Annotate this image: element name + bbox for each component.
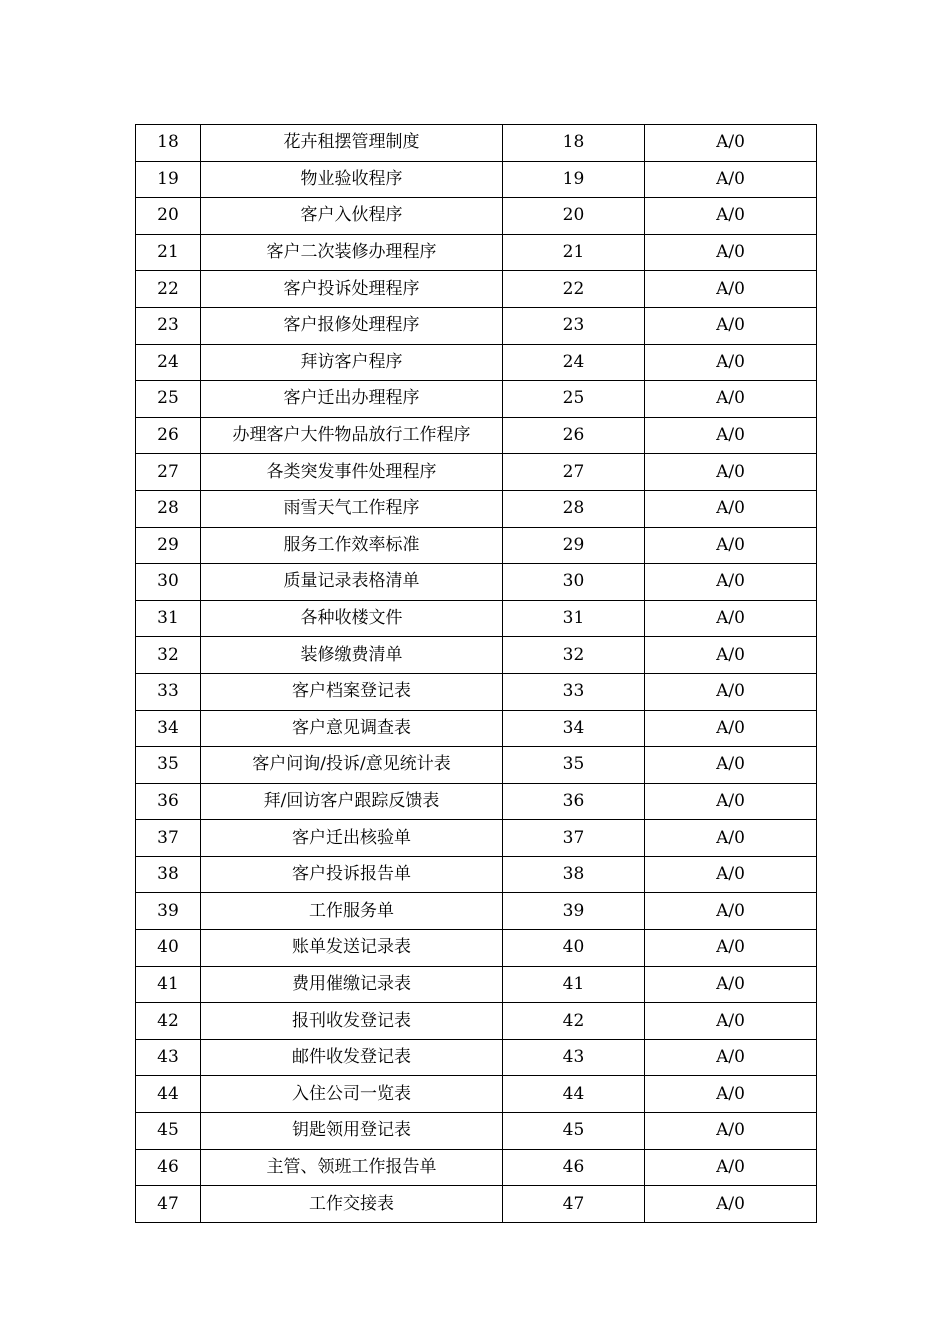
row-version-cell: A/0 (645, 673, 817, 710)
row-number-cell: 44 (503, 1076, 645, 1113)
row-version-cell: A/0 (645, 344, 817, 381)
table-row (136, 747, 817, 784)
row-name-cell: 客户意见调查表 (201, 710, 503, 747)
row-seq-cell: 34 (136, 710, 201, 747)
row-version-cell: A/0 (645, 161, 817, 198)
row-version-cell: A/0 (645, 600, 817, 637)
row-name-cell: 各种收楼文件 (201, 600, 503, 637)
table-row (136, 527, 817, 564)
row-version-cell: A/0 (645, 1039, 817, 1076)
row-number-cell: 27 (503, 454, 645, 491)
row-seq-cell: 23 (136, 307, 201, 344)
row-number-cell: 21 (503, 234, 645, 271)
row-name-cell: 邮件收发登记表 (201, 1039, 503, 1076)
row-seq-cell: 36 (136, 783, 201, 820)
row-number-cell: 40 (503, 930, 645, 967)
row-number-cell: 36 (503, 783, 645, 820)
row-seq-cell: 27 (136, 454, 201, 491)
row-number-cell: 43 (503, 1039, 645, 1076)
row-version-cell: A/0 (645, 930, 817, 967)
row-version-cell: A/0 (645, 271, 817, 308)
row-version-cell: A/0 (645, 417, 817, 454)
row-number-cell: 34 (503, 710, 645, 747)
row-seq-cell: 20 (136, 198, 201, 235)
row-version-cell: A/0 (645, 198, 817, 235)
row-version-cell: A/0 (645, 966, 817, 1003)
row-number-cell: 33 (503, 673, 645, 710)
row-seq-cell: 46 (136, 1149, 201, 1186)
row-seq-cell: 21 (136, 234, 201, 271)
row-number-cell: 47 (503, 1186, 645, 1223)
row-name-cell: 拜/回访客户跟踪反馈表 (201, 783, 503, 820)
row-version-cell: A/0 (645, 820, 817, 857)
row-version-cell: A/0 (645, 234, 817, 271)
table-row (136, 820, 817, 857)
row-seq-cell: 22 (136, 271, 201, 308)
table-row (136, 344, 817, 381)
row-number-cell: 23 (503, 307, 645, 344)
row-name-cell: 报刊收发登记表 (201, 1003, 503, 1040)
table-row (136, 600, 817, 637)
row-version-cell: A/0 (645, 893, 817, 930)
row-seq-cell: 39 (136, 893, 201, 930)
row-name-cell: 工作服务单 (201, 893, 503, 930)
table-row (136, 966, 817, 1003)
row-version-cell: A/0 (645, 1003, 817, 1040)
row-version-cell: A/0 (645, 564, 817, 601)
table-row (136, 893, 817, 930)
table-row (136, 673, 817, 710)
table-row (136, 161, 817, 198)
row-name-cell: 服务工作效率标准 (201, 527, 503, 564)
row-version-cell: A/0 (645, 381, 817, 418)
table-row (136, 1003, 817, 1040)
row-name-cell: 客户迁出办理程序 (201, 381, 503, 418)
row-seq-cell: 29 (136, 527, 201, 564)
table-row (136, 783, 817, 820)
row-seq-cell: 30 (136, 564, 201, 601)
row-name-cell: 客户投诉处理程序 (201, 271, 503, 308)
row-number-cell: 39 (503, 893, 645, 930)
row-seq-cell: 45 (136, 1113, 201, 1150)
table-row (136, 710, 817, 747)
row-seq-cell: 42 (136, 1003, 201, 1040)
row-name-cell: 主管、领班工作报告单 (201, 1149, 503, 1186)
row-seq-cell: 40 (136, 930, 201, 967)
row-name-cell: 工作交接表 (201, 1186, 503, 1223)
row-version-cell: A/0 (645, 1186, 817, 1223)
row-number-cell: 24 (503, 344, 645, 381)
row-version-cell: A/0 (645, 490, 817, 527)
row-name-cell: 客户问询/投诉/意见统计表 (201, 747, 503, 784)
row-number-cell: 28 (503, 490, 645, 527)
row-version-cell: A/0 (645, 710, 817, 747)
row-name-cell: 客户迁出核验单 (201, 820, 503, 857)
table-row (136, 1039, 817, 1076)
row-seq-cell: 18 (136, 125, 201, 162)
row-version-cell: A/0 (645, 1149, 817, 1186)
row-version-cell: A/0 (645, 1113, 817, 1150)
row-number-cell: 30 (503, 564, 645, 601)
row-number-cell: 32 (503, 637, 645, 674)
row-seq-cell: 25 (136, 381, 201, 418)
row-seq-cell: 33 (136, 673, 201, 710)
table-row (136, 930, 817, 967)
row-number-cell: 19 (503, 161, 645, 198)
row-version-cell: A/0 (645, 527, 817, 564)
table-row (136, 1186, 817, 1223)
row-version-cell: A/0 (645, 747, 817, 784)
row-version-cell: A/0 (645, 637, 817, 674)
table-row (136, 1076, 817, 1113)
row-name-cell: 拜访客户程序 (201, 344, 503, 381)
row-seq-cell: 26 (136, 417, 201, 454)
table-row (136, 490, 817, 527)
row-number-cell: 46 (503, 1149, 645, 1186)
row-name-cell: 客户入伙程序 (201, 198, 503, 235)
row-number-cell: 22 (503, 271, 645, 308)
row-name-cell: 入住公司一览表 (201, 1076, 503, 1113)
row-number-cell: 37 (503, 820, 645, 857)
row-name-cell: 客户档案登记表 (201, 673, 503, 710)
row-name-cell: 客户投诉报告单 (201, 856, 503, 893)
row-number-cell: 18 (503, 125, 645, 162)
table-row (136, 125, 817, 162)
row-version-cell: A/0 (645, 307, 817, 344)
row-number-cell: 20 (503, 198, 645, 235)
row-seq-cell: 31 (136, 600, 201, 637)
row-name-cell: 物业验收程序 (201, 161, 503, 198)
table-row (136, 198, 817, 235)
row-seq-cell: 28 (136, 490, 201, 527)
row-name-cell: 账单发送记录表 (201, 930, 503, 967)
row-version-cell: A/0 (645, 125, 817, 162)
row-name-cell: 各类突发事件处理程序 (201, 454, 503, 491)
table-row (136, 1113, 817, 1150)
row-name-cell: 雨雪天气工作程序 (201, 490, 503, 527)
table-row (136, 564, 817, 601)
row-seq-cell: 35 (136, 747, 201, 784)
table-row (136, 454, 817, 491)
row-number-cell: 26 (503, 417, 645, 454)
row-number-cell: 45 (503, 1113, 645, 1150)
table-row (136, 307, 817, 344)
row-version-cell: A/0 (645, 1076, 817, 1113)
table-row (136, 856, 817, 893)
document-list-table (135, 124, 817, 1223)
row-seq-cell: 44 (136, 1076, 201, 1113)
row-number-cell: 35 (503, 747, 645, 784)
row-number-cell: 25 (503, 381, 645, 418)
row-seq-cell: 32 (136, 637, 201, 674)
row-version-cell: A/0 (645, 783, 817, 820)
row-number-cell: 42 (503, 1003, 645, 1040)
row-name-cell: 费用催缴记录表 (201, 966, 503, 1003)
row-seq-cell: 37 (136, 820, 201, 857)
table-row (136, 637, 817, 674)
row-seq-cell: 43 (136, 1039, 201, 1076)
row-version-cell: A/0 (645, 454, 817, 491)
row-version-cell: A/0 (645, 856, 817, 893)
row-seq-cell: 41 (136, 966, 201, 1003)
table-row (136, 271, 817, 308)
table-row (136, 234, 817, 271)
row-name-cell: 花卉租摆管理制度 (201, 125, 503, 162)
table-row (136, 1149, 817, 1186)
row-name-cell: 客户二次装修办理程序 (201, 234, 503, 271)
row-name-cell: 办理客户大件物品放行工作程序 (201, 417, 503, 454)
row-seq-cell: 19 (136, 161, 201, 198)
row-name-cell: 装修缴费清单 (201, 637, 503, 674)
table-row (136, 381, 817, 418)
row-number-cell: 38 (503, 856, 645, 893)
row-name-cell: 钥匙领用登记表 (201, 1113, 503, 1150)
row-seq-cell: 24 (136, 344, 201, 381)
row-name-cell: 客户报修处理程序 (201, 307, 503, 344)
row-number-cell: 31 (503, 600, 645, 637)
table-row (136, 417, 817, 454)
row-seq-cell: 47 (136, 1186, 201, 1223)
row-number-cell: 29 (503, 527, 645, 564)
table-body (136, 125, 817, 1223)
row-number-cell: 41 (503, 966, 645, 1003)
row-seq-cell: 38 (136, 856, 201, 893)
row-name-cell: 质量记录表格清单 (201, 564, 503, 601)
